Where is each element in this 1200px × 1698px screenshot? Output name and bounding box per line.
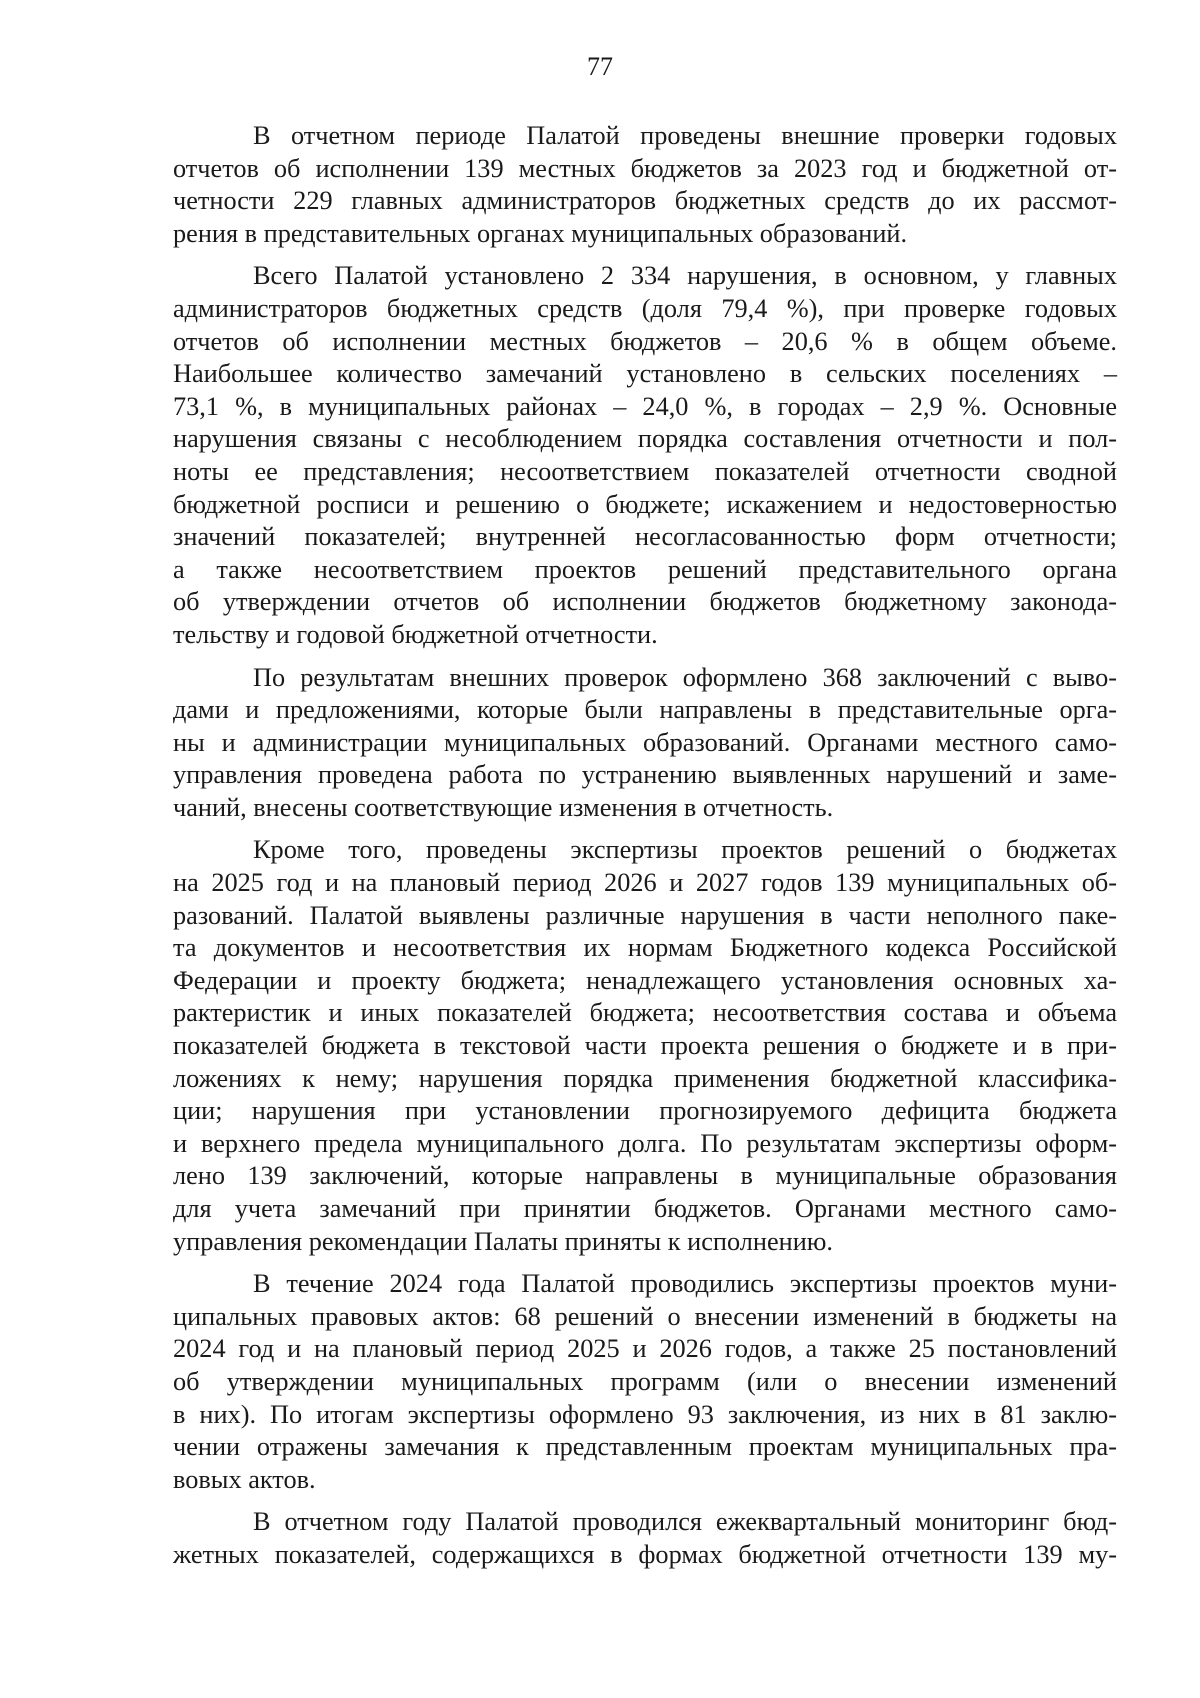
text-line: Всего Палатой установлено 2 334 нарушения, в основном, у главных bbox=[253, 261, 1117, 291]
text-line: В отчетном году Палатой проводился ежеквартальный мониторинг бюд- bbox=[253, 1507, 1117, 1537]
text-line: а также несоответствием проектов решений представительного органа bbox=[173, 554, 1117, 584]
text-line: нарушения связаны с несоблюдением порядка составления отчетности и пол- bbox=[173, 424, 1117, 454]
text-line: показателей бюджета в текстовой части проекта решения о бюджете и в при- bbox=[173, 1031, 1117, 1061]
text-line: и верхнего предела муниципального долга. По результатам экспертизы оформ- bbox=[173, 1128, 1117, 1158]
text-line: бюджетной росписи и решению о бюджете; искажением и недостоверностью bbox=[173, 489, 1117, 519]
text-line: значений показателей; внутренней несогласованностью форм отчетности; bbox=[173, 522, 1117, 552]
text-line: рактеристик и иных показателей бюджета; несоответствия состава и объема bbox=[173, 998, 1117, 1028]
text-line: в них). По итогам экспертизы оформлено 93 заключения, из них в 81 заклю- bbox=[173, 1399, 1117, 1429]
text-line: тельству и годовой бюджетной отчетности. bbox=[173, 619, 658, 649]
text-line: разований. Палатой выявлены различные нарушения в части неполного паке- bbox=[173, 900, 1117, 930]
text-line: чаний, внесены соответствующие изменения в отчетность. bbox=[173, 792, 834, 822]
text-line: управления рекомендации Палаты приняты к исполнению. bbox=[173, 1226, 834, 1256]
text-line: чении отражены замечания к представленным проектам муниципальных пра- bbox=[173, 1432, 1117, 1462]
text-line: рения в представительных органах муниципальных образований. bbox=[173, 218, 908, 248]
text-line: жетных показателей, содержащихся в формах бюджетной отчетности 139 му- bbox=[173, 1539, 1117, 1569]
text-line: ципальных правовых актов: 68 решений о внесении изменений в бюджеты на bbox=[173, 1301, 1117, 1331]
text-line: отчетов об исполнении 139 местных бюджетов за 2023 год и бюджетной от- bbox=[173, 153, 1117, 183]
text-line: В течение 2024 года Палатой проводились экспертизы проектов муни- bbox=[253, 1269, 1117, 1299]
text-line: лено 139 заключений, которые направлены в муниципальные образования bbox=[173, 1161, 1117, 1191]
text-line: для учета замечаний при принятии бюджетов. Органами местного само- bbox=[173, 1194, 1117, 1223]
paragraph bbox=[173, 1268, 1117, 1496]
page-number: 77 bbox=[587, 52, 613, 81]
text-line: Кроме того, проведены экспертизы проектов решений о бюджетах bbox=[253, 835, 1117, 865]
text-line: на 2025 год и на плановый период 2026 и 2027 годов 139 муниципальных об- bbox=[173, 868, 1117, 898]
paragraph bbox=[173, 662, 1117, 825]
text-line: ны и администрации муниципальных образований. Органами местного само- bbox=[173, 727, 1117, 757]
text-line: ноты ее представления; несоответствием показателей отчетности сводной bbox=[173, 456, 1117, 486]
text-line: В отчетном периоде Палатой проведены внешние проверки годовых bbox=[253, 121, 1117, 150]
paragraph bbox=[173, 834, 1117, 1258]
text-line: об утверждении отчетов об исполнении бюджетов бюджетному законода- bbox=[173, 587, 1117, 617]
text-line: отчетов об исполнении местных бюджетов – 20,6 % в общем объеме. bbox=[173, 326, 1117, 356]
text-line: 73,1 %, в муниципальных районах – 24,0 %, в городах – 2,9 %. Основные bbox=[173, 391, 1117, 421]
text-line: четности 229 главных администраторов бюджетных средств до их рассмот- bbox=[173, 186, 1117, 216]
paragraph bbox=[173, 1506, 1117, 1571]
body-text bbox=[173, 120, 1117, 1582]
text-line: дами и предложениями, которые были направлены в представительные орга- bbox=[173, 695, 1117, 725]
text-line: ложениях к нему; нарушения порядка применения бюджетной классифика- bbox=[173, 1063, 1117, 1093]
text-line: об утверждении муниципальных программ (или о внесении изменений bbox=[173, 1366, 1117, 1396]
text-line: ции; нарушения при установлении прогнозируемого дефицита бюджета bbox=[173, 1096, 1117, 1126]
paragraph bbox=[173, 260, 1117, 651]
text-line: управления проведена работа по устранению выявленных нарушений и заме- bbox=[173, 760, 1117, 790]
text-line: По результатам внешних проверок оформлено 368 заключений с выво- bbox=[253, 662, 1117, 692]
text-line: та документов и несоответствия их нормам Бюджетного кодекса Российской bbox=[173, 933, 1117, 963]
text-line: Наибольшее количество замечаний установлено в сельских поселениях – bbox=[173, 359, 1117, 389]
paragraph bbox=[173, 120, 1117, 250]
text-line: администраторов бюджетных средств (доля 79,4 %), при проверке годовых bbox=[173, 293, 1117, 323]
text-line: вовых актов. bbox=[173, 1464, 316, 1494]
text-line: Федерации и проекту бюджета; ненадлежащего установления основных ха- bbox=[173, 965, 1117, 995]
text-line: 2024 год и на плановый период 2025 и 2026 годов, а также 25 постановлений bbox=[173, 1334, 1117, 1364]
